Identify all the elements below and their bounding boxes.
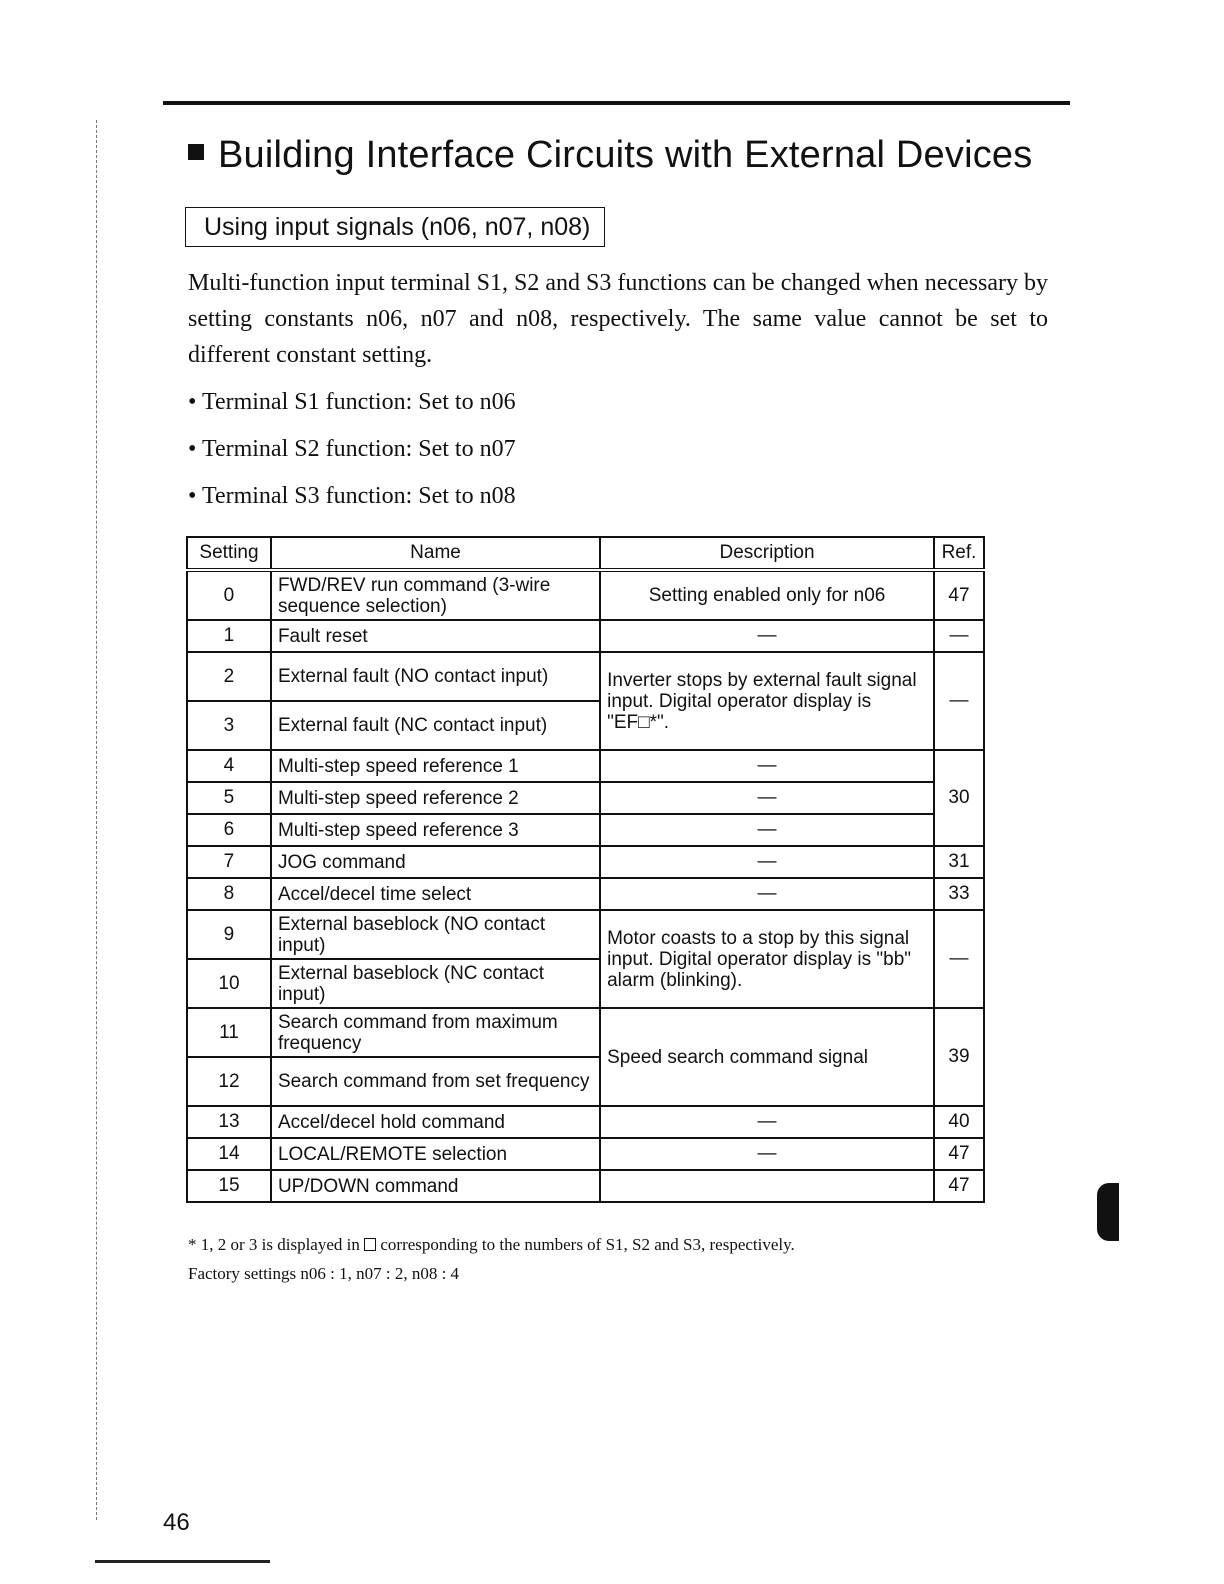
description-cell: Inverter stops by external fault signal input. Digital operator display is "EF□*". [600,652,934,750]
description-cell: — [600,878,934,910]
footnote-text-a: * 1, 2 or 3 is displayed in [188,1235,360,1254]
empty-box-icon [364,1238,376,1251]
setting-cell: 14 [187,1138,271,1170]
setting-cell: 9 [187,910,271,959]
table-row [187,782,984,814]
header-ref: Ref. [934,537,984,570]
table-row [187,570,984,620]
ref-cell: 47 [934,570,984,620]
table-row [187,1138,984,1170]
setting-cell: 13 [187,1106,271,1138]
setting-cell: 11 [187,1008,271,1057]
table-footnote [188,1230,1008,1288]
setting-cell: 6 [187,814,271,846]
ref-cell: 40 [934,1106,984,1138]
description-cell: — [600,846,934,878]
description-cell: — [600,750,934,782]
setting-cell: 2 [187,652,271,701]
name-cell: External baseblock (NO contact input) [271,910,600,959]
ref-cell: 30 [934,750,984,846]
name-cell: Multi-step speed reference 2 [271,782,600,814]
name-cell: LOCAL/REMOTE selection [271,1138,600,1170]
name-cell: Search command from maximum frequency [271,1008,600,1057]
description-cell: — [600,1106,934,1138]
setting-cell: 12 [187,1057,271,1106]
description-cell [600,1170,934,1202]
description-cell: Motor coasts to a stop by this signal input. Digital operator display is "bb" alarm (blinking). [600,910,934,1008]
factory-settings-note: Factory settings n06 : 1, n07 : 2, n08 : 4 [188,1264,460,1283]
ref-cell: — [934,652,984,750]
subsection-heading: Using input signals (n06, n07, n08) [185,207,605,247]
name-cell: Search command from set frequency [271,1057,600,1106]
setting-cell: 4 [187,750,271,782]
thumb-index-tab [1097,1183,1119,1241]
table-row [187,620,984,652]
name-cell: External fault (NO contact input) [271,652,600,701]
table-row [187,878,984,910]
description-cell: Speed search command signal [600,1008,934,1106]
name-cell: Fault reset [271,620,600,652]
table-row [187,1106,984,1138]
setting-cell: 1 [187,620,271,652]
list-item: • Terminal S1 function: Set to n06 [188,384,516,431]
ref-cell: 47 [934,1170,984,1202]
description-cell: — [600,1138,934,1170]
ref-cell: 47 [934,1138,984,1170]
ref-cell: — [934,910,984,1008]
table-row [187,846,984,878]
setting-cell: 5 [187,782,271,814]
name-cell: Multi-step speed reference 3 [271,814,600,846]
ref-cell: 31 [934,846,984,878]
name-cell: Accel/decel time select [271,878,600,910]
header-name: Name [271,537,600,570]
page-number: 46 [163,1509,190,1536]
name-cell: JOG command [271,846,600,878]
table-header-row [187,537,984,570]
setting-cell: 0 [187,570,271,620]
name-cell: UP/DOWN command [271,1170,600,1202]
table-row [187,652,984,701]
ref-cell: 33 [934,878,984,910]
terminal-function-list [188,384,516,525]
name-cell: Accel/decel hold command [271,1106,600,1138]
table-row [187,814,984,846]
name-cell: External fault (NC contact input) [271,701,600,750]
top-rule [163,101,1070,105]
ref-cell: — [934,620,984,652]
setting-cell: 8 [187,878,271,910]
header-description: Description [600,537,934,570]
section-heading [188,134,1032,177]
description-cell: Setting enabled only for n06 [600,570,934,620]
footnote-text-b: corresponding to the numbers of S1, S2 and S3, respectively. [380,1235,795,1254]
section-heading-text: Building Interface Circuits with External Devices [218,134,1033,176]
description-cell: — [600,782,934,814]
header-setting: Setting [187,537,271,570]
square-bullet-icon [188,144,204,160]
binding-margin-line [96,120,97,1520]
setting-cell: 3 [187,701,271,750]
list-item: • Terminal S3 function: Set to n08 [188,478,516,525]
name-cell: Multi-step speed reference 1 [271,750,600,782]
intro-paragraph: Multi-function input terminal S1, S2 and S3 functions can be changed when necessary by setting constants n06, n07 and n08, respectively. The same value cannot be set to different constant setting. [188,270,1048,368]
name-cell: FWD/REV run command (3-wire sequence selection) [271,570,600,620]
table-row [187,1008,984,1057]
description-cell: — [600,814,934,846]
settings-table [186,536,985,1203]
setting-cell: 7 [187,846,271,878]
name-cell: External baseblock (NC contact input) [271,959,600,1008]
setting-cell: 15 [187,1170,271,1202]
ref-cell: 39 [934,1008,984,1106]
table-row [187,750,984,782]
table-row [187,1170,984,1202]
setting-cell: 10 [187,959,271,1008]
description-cell: — [600,620,934,652]
bottom-rule [95,1560,270,1563]
list-item: • Terminal S2 function: Set to n07 [188,431,516,478]
table-row [187,910,984,959]
